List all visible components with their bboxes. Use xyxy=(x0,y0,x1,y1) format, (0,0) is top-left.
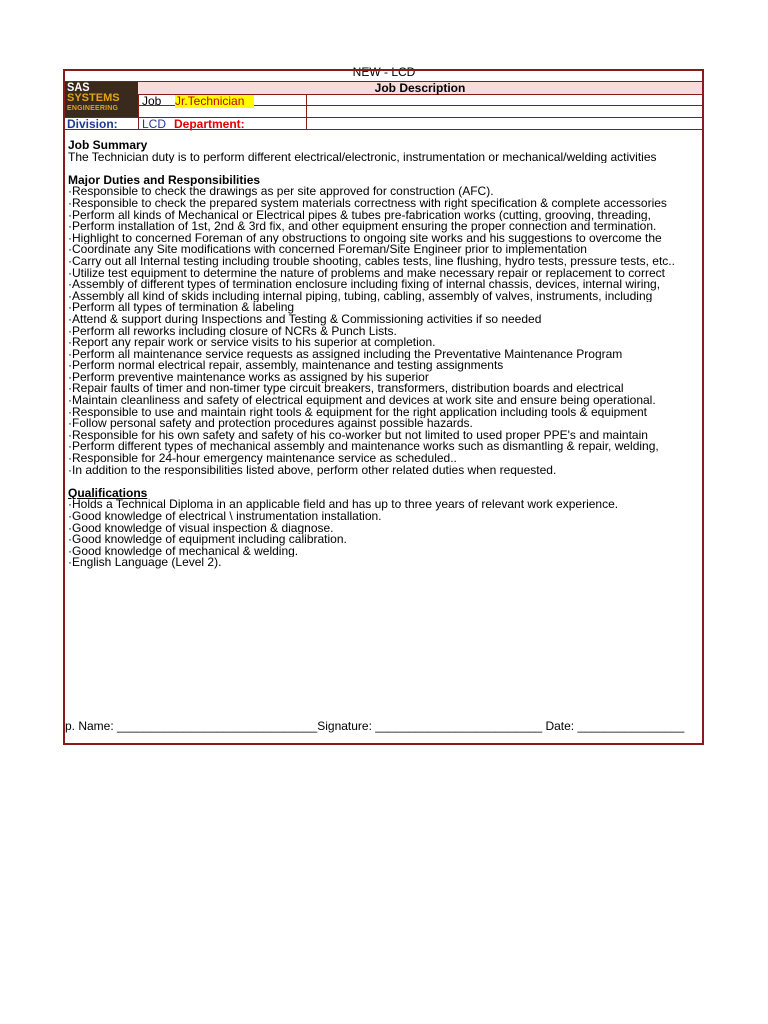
logo-line-2: SYSTEMS xyxy=(67,92,120,104)
duty-item: ·Perform all kinds of Mechanical or Electrical pipes & tubes pre-fabrication works (cutting, grooving, threading, xyxy=(68,209,651,222)
logo-line-1: SAS xyxy=(67,82,90,95)
duties-list xyxy=(68,186,702,476)
duty-item: ·Perform preventive maintenance works as assigned by his superior xyxy=(68,371,429,384)
duty-item: ·Responsible to check the prepared system materials correctness with right specification & complete accessories xyxy=(68,197,667,210)
qualifications-heading: Qualifications xyxy=(68,487,148,500)
form-title: Job Description xyxy=(138,82,702,94)
duty-item: ·Perform all types of termination & labeling xyxy=(68,302,295,314)
duty-item: ·Assembly all kind of skids including internal piping, tubing, cabling, assembly of valves, instruments, including xyxy=(68,290,653,303)
logo-line-3: ENGINEERING xyxy=(67,105,119,112)
qualification-item: ·English Language (Level 2). xyxy=(68,557,222,569)
duty-item: ·Perform normal electrical repair, assembly, maintenance and testing assignments xyxy=(68,360,504,372)
duties-heading: Major Duties and Responsibilities xyxy=(68,174,261,187)
division-label: Division: xyxy=(67,117,118,131)
duty-item: ·Responsible for his own safety and safety of his co-worker but not limited to used proper PPE's and maintain xyxy=(68,429,648,442)
qualification-item: ·Good knowledge of mechanical & welding. xyxy=(68,545,299,558)
duty-item: ·Repair faults of timer and non-timer type circuit breakers, transformers, distribution boards and electrical xyxy=(68,383,624,396)
form-content xyxy=(68,140,702,569)
duty-item: ·Coordinate any Site modifications with concerned Foreman/Site Engineer prior to implementation xyxy=(68,244,587,256)
duty-item: ·Highlight to concerned Foreman of any obstructions to ongoing site works and his suggestions to overcome the xyxy=(68,232,662,245)
qualifications-list xyxy=(68,499,702,569)
duty-item: ·Responsible to use and maintain right tools & equipment for the right application including tools & equipment xyxy=(68,406,648,419)
duty-item: ·Perform different types of mechanical assembly and maintenance works such as dismantling & repair, welding, xyxy=(68,441,659,454)
duty-item: ·Report any repair work or service visits to his superior at completion. xyxy=(68,337,436,349)
duty-item: ·Assembly of different types of termination enclosure including fixing of internal chassis, devices, internal wiring, xyxy=(68,279,661,291)
duty-item: ·Carry out all Internal testing including trouble shooting, cables tests, line flushing, hydro tests, pressure tests, etc.. xyxy=(68,255,675,268)
job-description-form xyxy=(63,69,704,745)
duty-item: ·Responsible to check the drawings as per site approved for construction (AFC). xyxy=(68,186,494,198)
department-label: Department: xyxy=(174,117,245,131)
duty-item: ·Perform all maintenance service requests as assigned including the Preventative Maintenance Program xyxy=(68,348,623,361)
company-logo xyxy=(65,82,138,117)
duty-item: ·Perform all reworks including closure of NCRs & Punch Lists. xyxy=(68,325,397,338)
duty-item: ·Follow personal safety and protection procedures against possible hazards. xyxy=(68,418,473,430)
job-label: Job xyxy=(142,94,162,108)
division-value: LCD xyxy=(142,117,167,131)
qualification-item: ·Good knowledge of equipment including calibration. xyxy=(68,534,347,546)
duty-item: ·Responsible for 24-hour emergency maintenance service as scheduled.. xyxy=(68,453,457,465)
duty-item: ·Maintain cleanliness and safety of electrical equipment and devices at work site and ensure being operational. xyxy=(68,395,656,407)
duty-item: ·Utilize test equipment to determine the nature of problems and make necessary repair or replacement to correct xyxy=(68,267,665,280)
duty-item: ·Attend & support during Inspections and Testing & Commissioning activities if so needed xyxy=(68,313,542,326)
job-summary-text: The Technician duty is to perform different electrical/electronic, instrumentation or mechanical/welding activities xyxy=(68,151,657,164)
duty-item: ·In addition to the responsibilities listed above, perform other related duties when requested. xyxy=(68,464,557,477)
top-label: NEW - LCD xyxy=(352,66,416,76)
duty-item: ·Perform installation of 1st, 2nd & 3rd fix, and other equipment ensuring the proper connection and termination. xyxy=(68,221,657,233)
qualification-item: ·Holds a Technical Diploma in an applicable field and has up to three years of relevant work experience. xyxy=(68,499,619,511)
qualification-item: ·Good knowledge of visual inspection & diagnose. xyxy=(68,522,334,535)
qualification-item: ·Good knowledge of electrical \ instrumentation installation. xyxy=(68,511,382,523)
job-value: Jr.Technician xyxy=(175,95,254,108)
column-divider xyxy=(306,94,307,129)
job-summary-heading: Job Summary xyxy=(68,140,148,152)
signature-line: p. Name: ______________________________Signature: _________________________ Date: ________________ xyxy=(65,719,685,733)
